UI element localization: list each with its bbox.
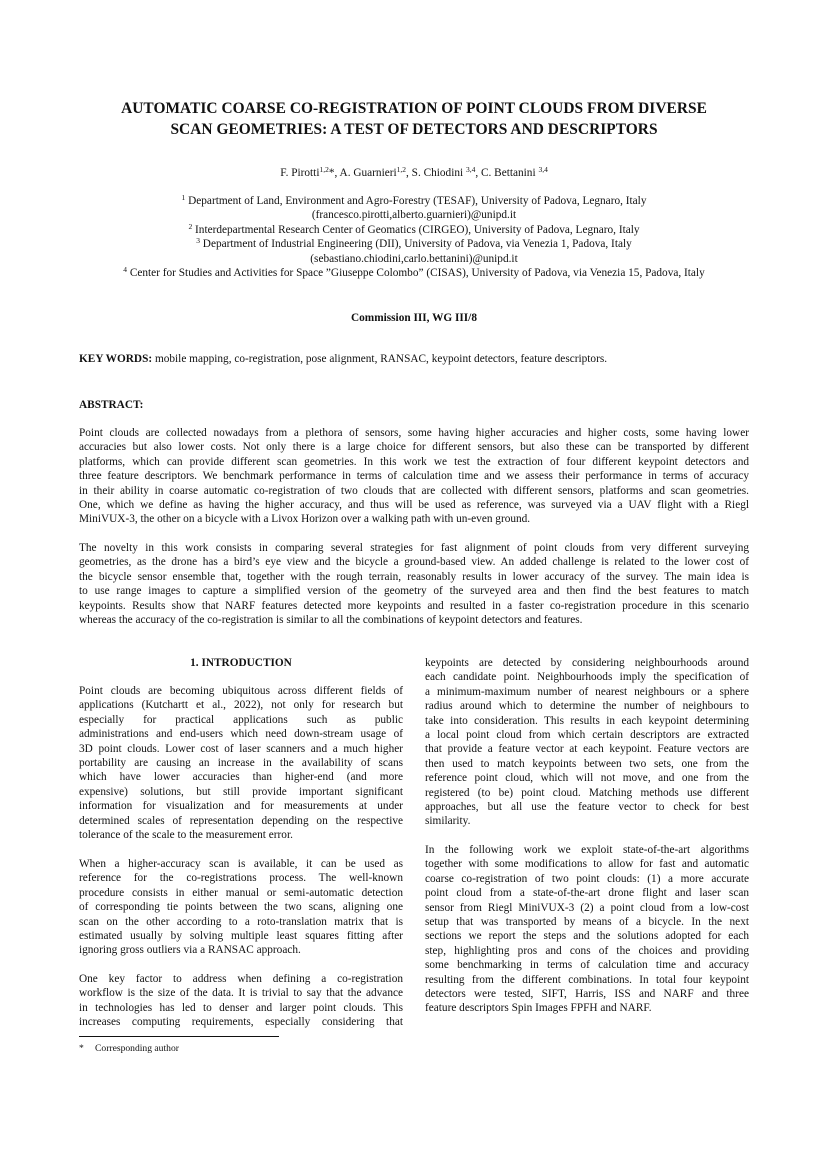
text-line: MiniVUX-3, the other on a bicycle with a Livox Horizon over a walking path with un-even ground. [79, 513, 531, 526]
text-line: in their ability in coarse automatic co-registration of two clouds that are collected with different sensors, platforms and scan geometries. [79, 484, 749, 497]
intro-paragraph-1 [79, 684, 403, 842]
affiliation-line [40, 194, 788, 208]
text-line: a local point cloud from which certain descriptors are extracted [425, 728, 749, 741]
text-line: point cloud from a state-of-the-art drone flight and laser scan [425, 887, 749, 900]
text-line: reference for the co-registrations process. The well-known [79, 872, 403, 885]
text-line: registered (to be) point cloud. Matching methods use different [425, 786, 749, 799]
footnote [79, 1043, 179, 1055]
title-line: SCAN GEOMETRIES: A TEST OF DETECTORS AND DESCRIPTORS [170, 121, 658, 138]
author-separator: , [334, 167, 340, 179]
text-line: In the following work we exploit state-of-the-art algorithms [425, 844, 749, 856]
author-name: S. Chiodini [411, 167, 466, 179]
affiliation-text: (sebastiano.chiodini,carlo.bettanini)@unipd.it [310, 252, 518, 265]
intro-paragraph-3 [79, 972, 403, 1030]
text-line: approaches, but all use the feature vector to check for best [425, 800, 749, 813]
affiliation-text: Interdepartmental Research Center of Geomatics (CIRGEO), University of Padova, Legnaro, Italy [192, 223, 640, 236]
commission-label: Commission III, WG III/8 [351, 312, 477, 324]
text-line: sections we report the steps and the solutions adopted for each [425, 930, 749, 943]
text-line: similarity. [425, 815, 471, 828]
text-line: to use range images to capture a simplified version of the geometry of the surveyed area and then find the best features to match [79, 585, 749, 598]
text-line: sensor from Riegl MiniVUX-3 (2) a point cloud from a low-cost [425, 901, 749, 914]
text-line: ignoring gross outliers via a RANSAC approach. [79, 944, 301, 957]
text-line: in technologies has led to denser and larger point clouds. This [79, 1001, 403, 1014]
text-line: keypoints. Results show that NARF features detected more keypoints and resulted in a faster co-registration procedure in this scenario [79, 599, 749, 612]
text-line: When a higher-accuracy scan is available, it can be used as [79, 858, 403, 870]
affiliation-text: Center for Studies and Activities for Space ”Giuseppe Colombo” (CISAS), University of Padova, via Venezia 15, Padova, Italy [127, 267, 705, 280]
text-line: scan on the other according to a roto-translation matrix that is [79, 915, 403, 928]
text-line: together with some modifications to allow for fast and automatic [425, 858, 749, 871]
title-line: AUTOMATIC COARSE CO-REGISTRATION OF POINT CLOUDS FROM DIVERSE [121, 100, 707, 117]
text-line: portability are causing an increase in the availability of scans [79, 756, 403, 769]
affiliation-line [40, 237, 788, 251]
intro-paragraph-5 [425, 843, 749, 1016]
author-affiliation-sup: 1,2 [319, 165, 329, 174]
author-name: A. Guarnieri [339, 167, 397, 179]
text-line: take into consideration. This results in each keypoint determining [425, 714, 749, 727]
affiliation-list [40, 194, 788, 280]
text-line: keypoints are detected by considering neighbourhoods around [425, 657, 749, 669]
corresponding-mark: * [328, 167, 335, 179]
keywords-text: mobile mapping, co-registration, pose alignment, RANSAC, keypoint detectors, feature descriptors. [152, 353, 608, 365]
affiliation-text: Department of Land, Environment and Agro-Forestry (TESAF), University of Padova, Legnaro, Italy [185, 195, 647, 207]
footnote-rule [79, 1036, 279, 1037]
text-line: increases computing requirements, especially considering that [79, 1016, 403, 1029]
text-line: three feature descriptors. We benchmark performance in terms of calculation time and we assess their performance in terms of accuracy [79, 470, 749, 483]
footnote-mark: * [79, 1043, 84, 1054]
text-line: a minimum-maximum number of nearest neighbours or a sphere [425, 685, 749, 698]
text-line: One key factor to address when defining a co-registration [79, 973, 403, 985]
affiliation-number: 4 [123, 265, 128, 275]
text-line: some benchmarking in terms of calculation time and accuracy [425, 959, 749, 972]
keywords [79, 352, 749, 366]
text-line: Point clouds are becoming ubiquitous across different fields of [79, 685, 403, 697]
section-heading-introduction: 1. INTRODUCTION [190, 657, 292, 669]
abstract-paragraph-1 [79, 426, 749, 527]
text-line: The novelty in this work consists in comparing several strategies for fast alignment of point clouds from very different surveying [79, 542, 749, 554]
text-line: accuracies but also lower costs. Not only there is a large choice for different sensors, but also these can be transported by different [79, 441, 749, 454]
text-line: 3D point clouds. Lower cost of laser scanners and a much higher [79, 742, 403, 755]
text-line: reference point cloud, which will not move, and one from the [425, 772, 749, 785]
footnote-text: Corresponding author [95, 1043, 179, 1054]
author-separator: , [475, 167, 481, 179]
text-line: tolerance of the scale to the measurement error. [79, 828, 293, 841]
text-line: whereas the accuracy of the co-registration is similar to all the combinations of keypoint detectors and features. [79, 613, 583, 626]
text-line: step, highlighting pros and cons of the choices and providing [425, 944, 749, 957]
text-line: radius around which to determine the number of neighbours to [425, 700, 749, 713]
author-separator: , [406, 167, 412, 179]
text-line: geometries, as the drone has a bird’s eye view and the bicycle a ground-based view. An added challenge is related to the lower cost of [79, 556, 749, 569]
text-line: especially for practical applications such as public [79, 713, 403, 726]
text-line: resulting from the different combinations. In total four keypoint [425, 973, 749, 986]
affiliation-text: (francesco.pirotti,alberto.guarnieri)@unipd.it [311, 209, 517, 222]
text-line: expensive) solutions, but still provide important significant [79, 785, 403, 798]
affiliation-line [40, 266, 788, 280]
affiliation-email [40, 252, 788, 266]
text-line: procedure consists in either manual or semi-automatic detection [79, 886, 403, 899]
abstract-heading: ABSTRACT: [79, 399, 144, 411]
text-line: estimated usually by solving multiple least squares fitting after [79, 929, 403, 942]
affiliation-line [40, 223, 788, 237]
author-affiliation-sup: 1,2 [396, 165, 406, 174]
text-line: which have lower accuracies than higher-end (and more [79, 771, 403, 784]
text-line: determined scales of representation depending on the respective [79, 814, 403, 827]
affiliation-number: 1 [181, 193, 186, 202]
abstract-paragraph-2 [79, 541, 749, 627]
text-line: detectors were tested, SIFT, Harris, ISS and NARF and three [425, 987, 749, 1000]
text-line: applications (Kutchartt et al., 2022), not only for research but [79, 699, 403, 712]
text-line: One, which we define as having the higher accuracy, and thus will be used as reference, was surveyed via a UAV flight with a Riegl [79, 498, 749, 511]
affiliation-email [40, 208, 788, 222]
text-line: coarse co-registration of two point clouds: (1) a more accurate [425, 872, 749, 885]
text-line: each candidate point. Neighbourhoods imply the specification of [425, 671, 749, 684]
author-affiliation-sup: 3,4 [465, 165, 476, 174]
intro-paragraph-4 [425, 656, 749, 829]
text-line: platforms, which can provide different scan geometries. In this work we test the extraction of four different keypoint detectors and [79, 455, 749, 468]
affiliation-number: 3 [196, 236, 200, 246]
text-line: feature descriptors Spin Images FPFH and NARF. [425, 1002, 652, 1015]
text-line: the bicycle sensor ensemble that, together with the rough terrain, reasonably results in lower accuracy of the survey. The main idea is [79, 570, 749, 583]
text-line: information for visualization and for measurements at under [79, 800, 403, 813]
author-list [60, 166, 768, 180]
author-name: C. Bettanini [481, 167, 539, 179]
keywords-label: KEY WORDS: [79, 353, 153, 365]
affiliation-text: Department of Industrial Engineering (DII), University of Padova, via Venezia 1, Padova, Italy [199, 238, 632, 251]
author-affiliation-sup: 3,4 [538, 165, 548, 174]
text-line: workflow is the size of the data. It is trivial to say that the advance [79, 987, 403, 1000]
text-line: Point clouds are collected nowadays from a plethora of sensors, some having higher accuracies and higher costs, some having lower [79, 427, 749, 439]
affiliation-number: 2 [188, 221, 193, 231]
paper-title [60, 98, 768, 140]
text-line: that provide a feature vector at each keypoint. Feature vectors are [425, 743, 749, 756]
text-line: setup that was transported by means of a bicycle. In the next [425, 915, 749, 928]
author-name: F. Pirotti [280, 167, 320, 179]
intro-paragraph-2 [79, 857, 403, 958]
text-line: of corresponding tie points between the two scans, aligning one [79, 901, 403, 914]
text-line: administrations and end-users which need down-stream usage of [79, 728, 403, 741]
text-line: then used to match keypoints between two sets, one from the [425, 757, 749, 770]
